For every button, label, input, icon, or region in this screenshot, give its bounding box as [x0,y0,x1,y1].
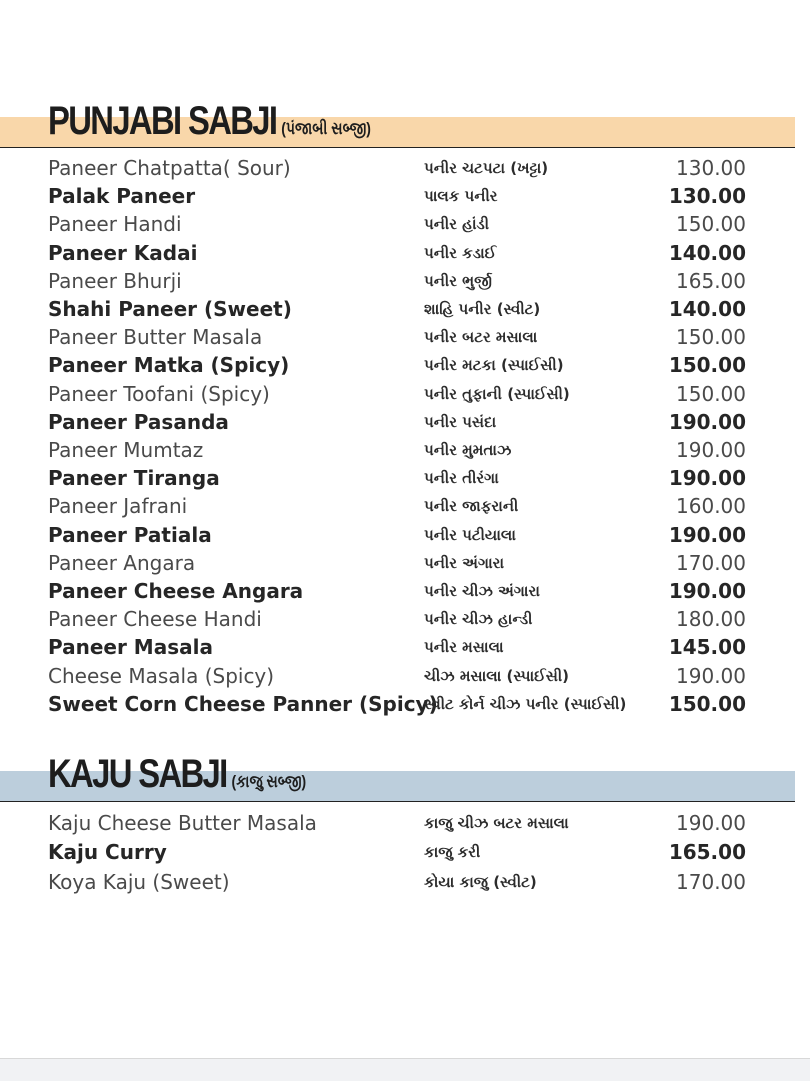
menu-item-row [0,840,810,868]
item-price: 145.00 [668,635,746,660]
section-title: KAJU SABJI [48,752,227,796]
item-name-gujarati: સ્વીટ કોર્ન ચીઝ પનીર (સ્પાઈસી) [424,694,627,713]
item-price: 190.00 [676,663,746,688]
menu-item-row [0,664,810,692]
item-price: 190.00 [668,579,746,603]
item-price: 190.00 [668,466,746,491]
item-name-gujarati: પનીર ચીઝ હાન્ડી [424,610,533,629]
item-price: 190.00 [668,409,746,434]
item-price: 150.00 [676,325,746,350]
section-subtitle: (કાજુ સબ્જી) [231,772,307,791]
menu-item-row [0,269,810,297]
menu-item-row [0,635,810,663]
item-name-gujarati: પનીર કડાઈ [424,243,497,262]
item-name-gujarati: પાલક પનીર [424,187,498,206]
menu-item-row [0,184,810,212]
item-name: Paneer Kadai [48,240,198,265]
item-name: Paneer Tiranga [48,466,220,491]
section-divider [0,801,795,802]
item-name: Sweet Corn Cheese Panner (Spicy) [48,691,438,716]
menu-item-row [0,579,810,607]
item-name-gujarati: પનીર અંગારા [424,553,505,572]
item-name-gujarati: શાહિ પનીર (સ્વીટ) [424,300,541,318]
item-price: 160.00 [676,494,746,519]
menu-item-row [0,410,810,438]
menu-item-row [0,811,810,839]
item-name-gujarati: પનીર જાફરાની [424,497,519,516]
item-price: 180.00 [676,607,746,632]
section-title: PUNJABI SABJI [48,99,277,143]
item-price: 190.00 [668,522,746,547]
menu-item-row [0,494,810,522]
menu-item-row [0,241,810,269]
item-price: 165.00 [676,268,746,293]
item-name: Paneer Cheese Handi [48,607,262,632]
item-price: 190.00 [676,438,746,462]
item-name: Paneer Bhurji [48,268,182,293]
item-name: Cheese Masala (Spicy) [48,663,275,688]
menu-item-row [0,870,810,898]
item-name-gujarati: પનીર બટર મસાલા [424,328,538,347]
item-price: 170.00 [676,550,746,575]
item-name-gujarati: પનીર તુફાની (સ્પાઈસી) [424,384,570,403]
item-price: 170.00 [676,869,746,894]
menu-item-row [0,692,810,720]
item-name: Paneer Cheese Angara [48,579,304,603]
item-name: Paneer Handi [48,212,182,237]
menu-item-row [0,297,810,325]
menu-item-row [0,551,810,579]
item-name: Paneer Angara [48,550,196,575]
item-name: Paneer Matka (Spicy) [48,353,290,378]
item-name-gujarati: ચીઝ મસાલા (સ્પાઈસી) [424,666,570,685]
item-name: Kaju Curry [48,840,167,865]
item-price: 150.00 [668,353,746,378]
page-bottom-edge [0,1058,810,1081]
menu-item-row [0,156,810,184]
item-name-gujarati: પનીર પસંદા [424,412,497,431]
item-name-gujarati: પનીર ભુર્જી [424,271,492,290]
item-name: Paneer Patiala [48,522,212,547]
item-name: Kaju Cheese Butter Masala [48,811,317,835]
item-price: 150.00 [668,691,746,716]
item-name-gujarati: પનીર તીરંગા [424,469,499,488]
section-heading-kaju [48,754,306,794]
item-name: Paneer Toofani (Spicy) [48,381,270,406]
item-name-gujarati: પનીર પટીયાલા [424,525,516,544]
menu-item-row [0,523,810,551]
section-heading-punjabi [48,101,371,141]
item-name-gujarati: પનીર હાંડી [424,215,490,234]
item-price: 150.00 [676,212,746,237]
item-name-gujarati: પનીર ચટપટા (ખટ્ટા) [424,159,549,177]
item-name: Paneer Chatpatta( Sour) [48,156,291,180]
item-price: 130.00 [676,156,746,180]
item-name: Paneer Butter Masala [48,325,263,350]
item-name-gujarati: કોયા કાજુ (સ્વીટ) [424,872,537,891]
item-price: 165.00 [668,840,746,865]
menu-item-row [0,325,810,353]
menu-item-row [0,353,810,381]
item-name-gujarati: કાજુ ચીઝ બટર મસાલા [424,814,569,832]
item-name-gujarati: પનીર મટકા (સ્પાઈસી) [424,356,564,375]
item-name-gujarati: પનીર મસાલા [424,638,504,657]
item-name: Koya Kaju (Sweet) [48,869,230,894]
item-name-gujarati: કાજુ કરી [424,843,481,862]
item-name-gujarati: પનીર ચીઝ અંગારા [424,582,540,600]
menu-item-row [0,607,810,635]
item-price: 140.00 [668,240,746,265]
menu-item-row [0,212,810,240]
menu-item-row [0,438,810,466]
menu-item-row [0,382,810,410]
item-price: 190.00 [676,811,746,835]
item-price: 150.00 [676,381,746,406]
item-price: 130.00 [668,184,746,209]
item-name: Paneer Jafrani [48,494,188,519]
menu-item-row [0,466,810,494]
item-name: Paneer Masala [48,635,213,660]
item-name-gujarati: પનીર મુમતાઝ [424,441,512,459]
item-name: Paneer Mumtaz [48,438,204,462]
item-name: Palak Paneer [48,184,196,209]
section-subtitle: (પંજાબી સબ્જી) [281,119,371,138]
section-divider [0,147,795,148]
item-price: 140.00 [668,297,746,321]
item-name: Shahi Paneer (Sweet) [48,297,292,321]
item-name: Paneer Pasanda [48,409,229,434]
